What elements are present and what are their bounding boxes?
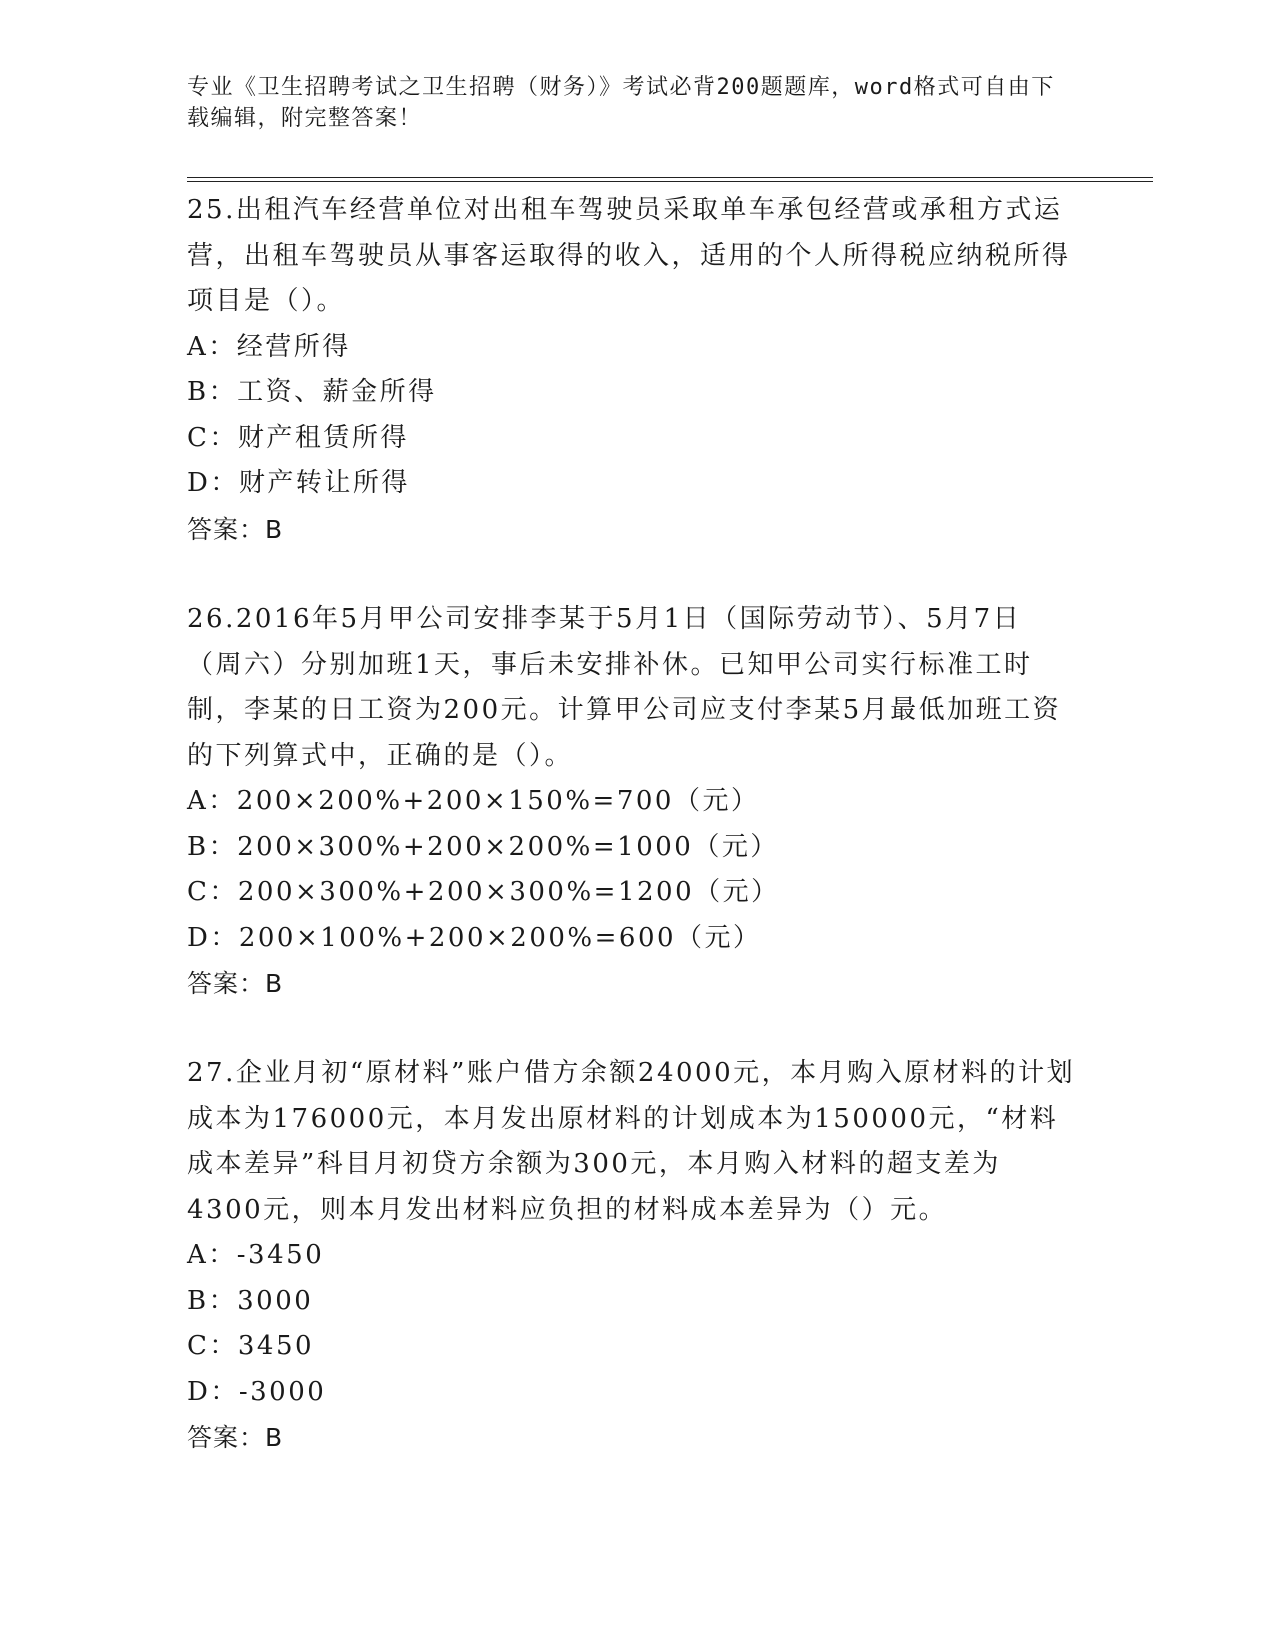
answer-line: 答案：B	[187, 514, 284, 544]
header-divider-bottom	[187, 181, 1153, 182]
answer-line: 答案：B	[187, 1423, 284, 1452]
question-stem: 26.2016年5月甲公司安排李某于5月1日（国际劳动节）、5月7日（周六）分别加班1天，事后未安排补休。已知甲公司实行标准工时制，李某的日工资为200元。计算甲公司应支付李某5月最低加班工资的下列算式中，正确的是（）。	[187, 604, 1062, 771]
question-stem: 27.企业月初“原材料”账户借方余额24000元，本月购入原材料的计划成本为176000元，本月发出原材料的计划成本为150000元，“材料成本差异”科目月初贷方余额为300元，本月购入材料的超支差为4300元，则本月发出材料应负担的材料成本差异为（）元。	[187, 1058, 1076, 1225]
option-c: C：200×300%+200×300%=1200（元）	[187, 877, 780, 907]
option-b: B：3000	[187, 1285, 314, 1316]
option-b: B：工资、薪金所得	[187, 377, 437, 407]
question-25	[187, 188, 1077, 552]
option-b: B：200×300%+200×200%=1000（元）	[187, 831, 779, 862]
question-27	[187, 1051, 1077, 1461]
option-d: D：财产转让所得	[187, 468, 410, 498]
option-a: A：200×200%+200×150%=700（元）	[187, 786, 760, 816]
option-d: D：200×100%+200×200%=600（元）	[187, 922, 762, 953]
option-c: C：3450	[187, 1331, 315, 1361]
document-header: 专业《卫生招聘考试之卫生招聘（财务）》考试必背200题题库，word格式可自由下载编辑，附完整答案！	[187, 75, 1055, 131]
option-a: A：经营所得	[187, 331, 351, 362]
answer-line: 答案：B	[187, 969, 284, 998]
option-d: D：-3000	[187, 1376, 327, 1407]
option-c: C：财产租赁所得	[187, 422, 409, 453]
question-26	[187, 597, 1077, 1007]
header-divider-top	[187, 177, 1153, 178]
option-a: A：-3450	[187, 1240, 325, 1270]
question-stem: 25.出租汽车经营单位对出租车驾驶员采取单车承包经营或承租方式运营，出租车驾驶员从事客运取得的收入，适用的个人所得税应纳税所得项目是（）。	[187, 195, 1071, 316]
